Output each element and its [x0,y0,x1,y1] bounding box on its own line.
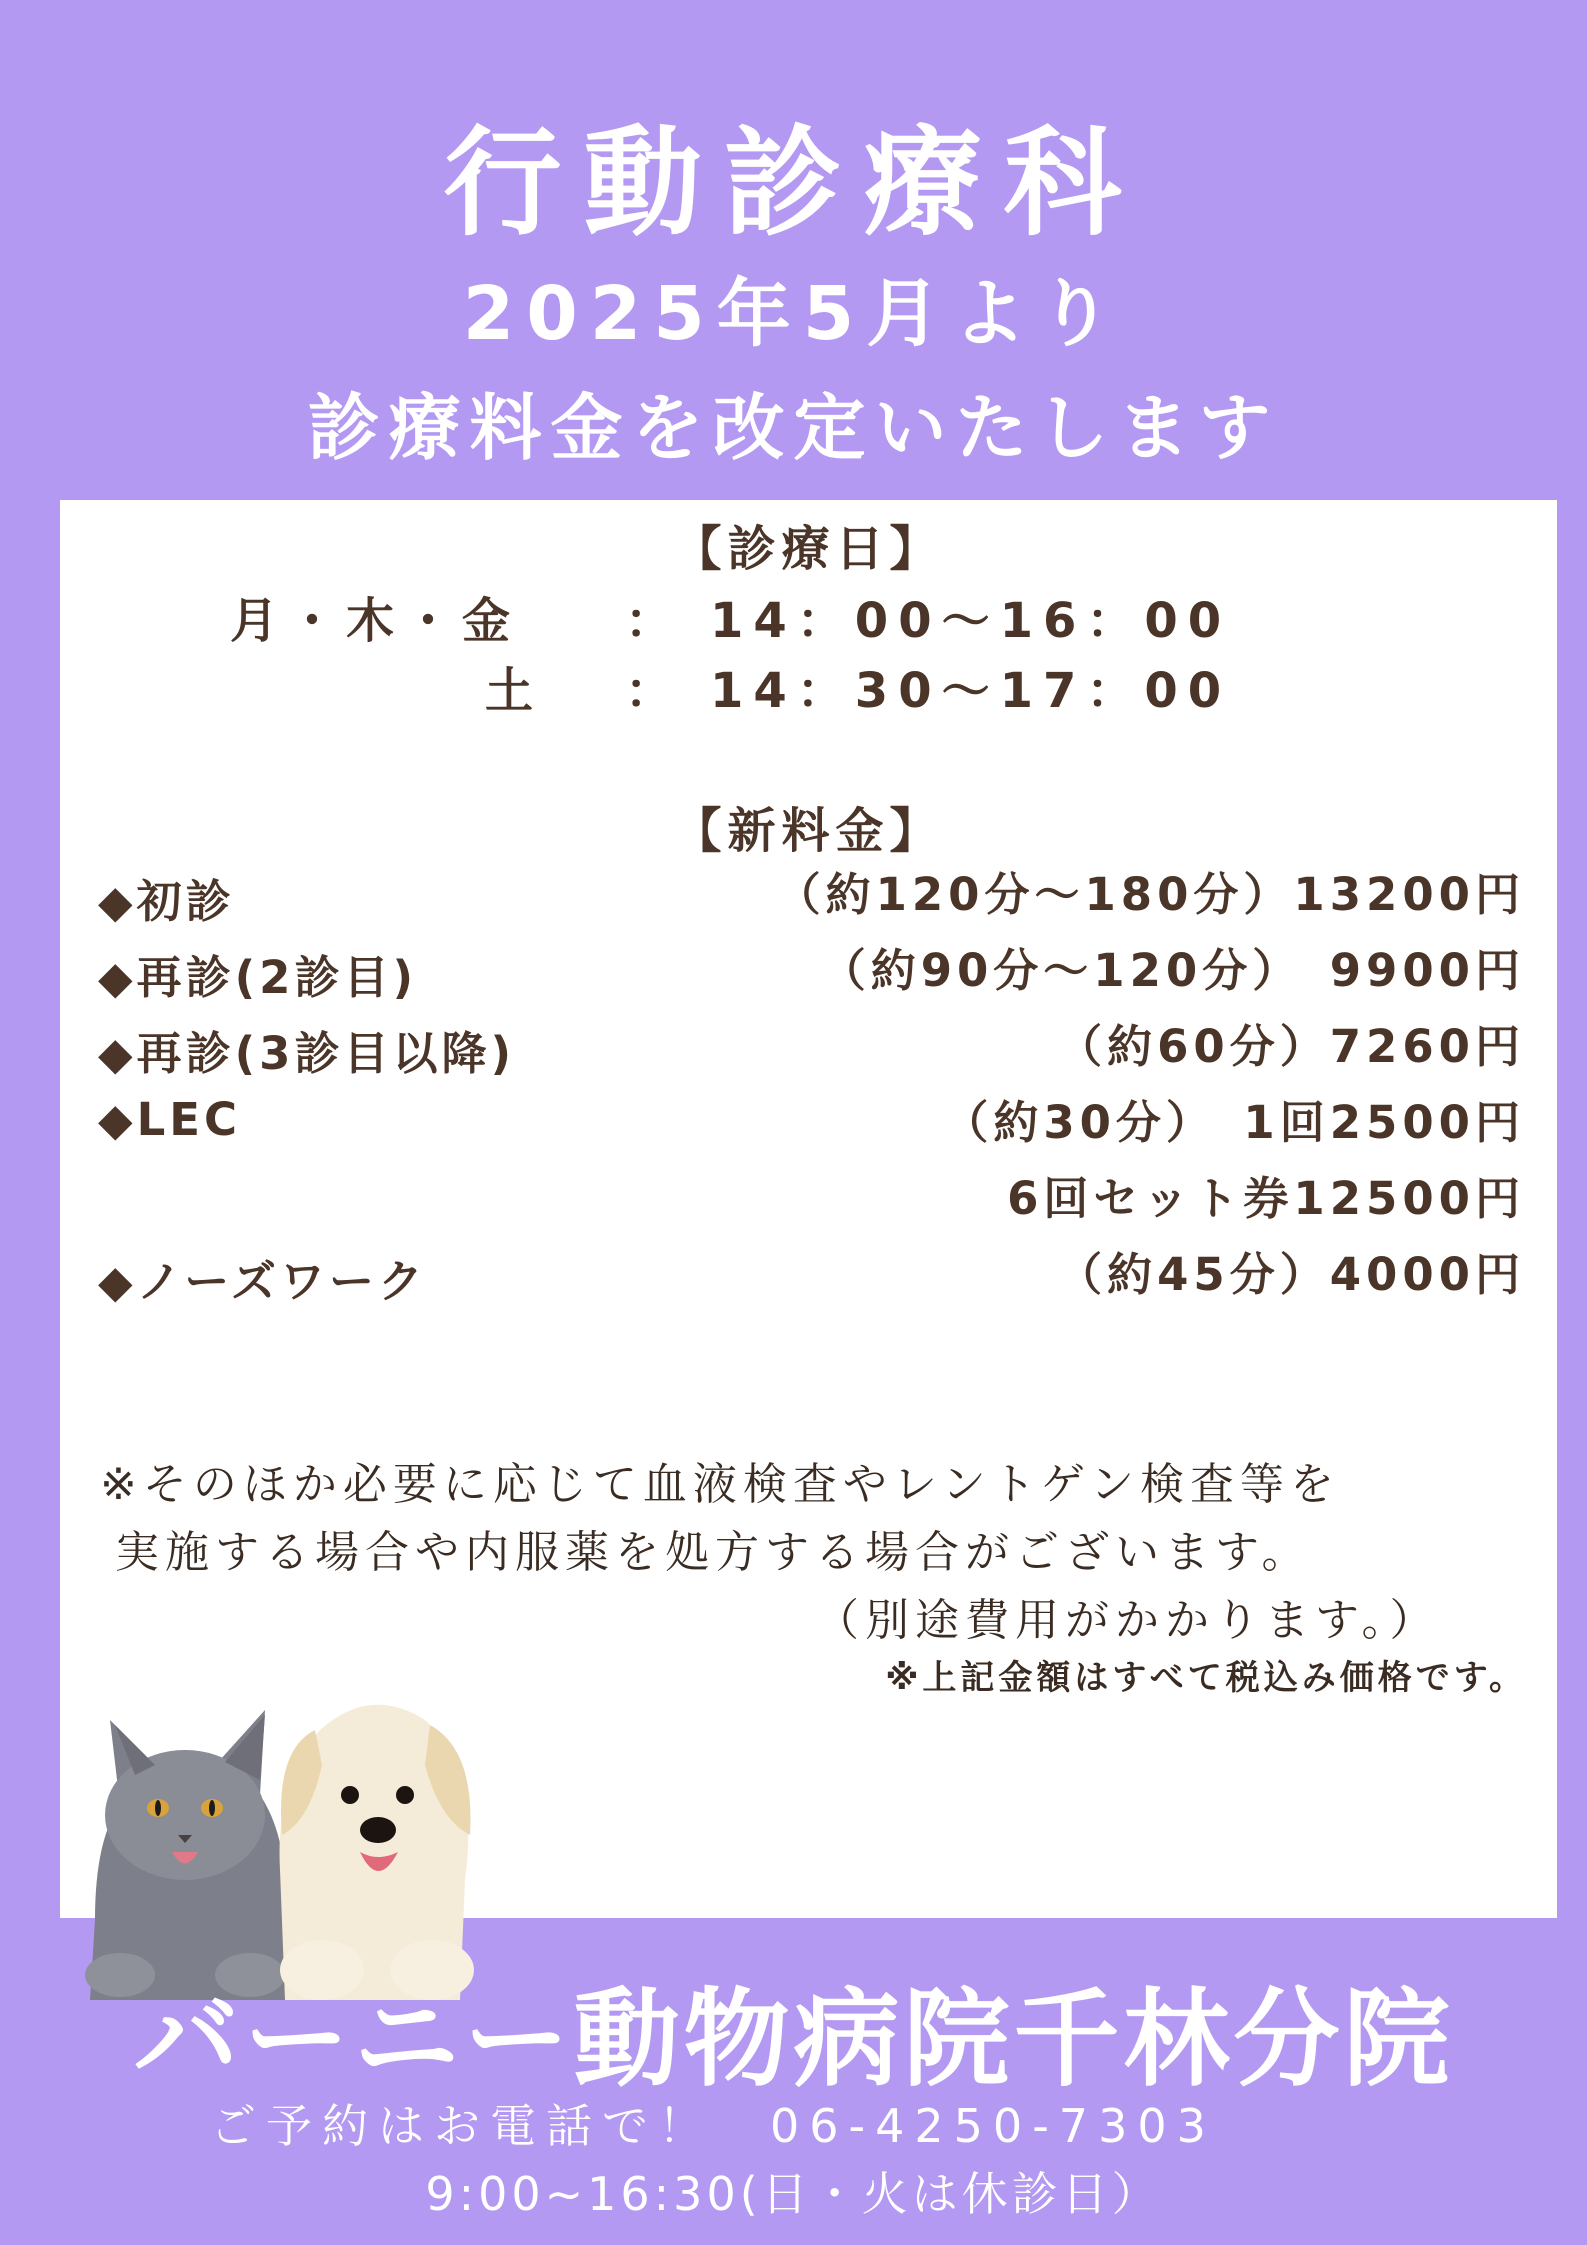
reservation-phone: ご予約はお電話で！ 06-4250-7303 [210,2099,1216,2153]
fee-item-label: ◆ノーズワーク [98,1255,428,1308]
fee-item-price: （約45分）4000円 [1057,1248,1525,1301]
schedule-heading: 【診療日】 [673,521,944,577]
tax-note: ※上記金額はすべて税込み価格です。 [885,1658,1527,1698]
pets-illustration [60,1590,580,2000]
clinic-name: バーニー動物病院千林分院 [133,1978,1454,2101]
fee-item-price: （約90分〜120分） 9900円 [820,944,1525,997]
revision-notice: 診療料金を改定いたします [307,386,1280,470]
note-line: （別途費用がかかります。） [815,1595,1440,1646]
schedule-days-saturday: 土 [485,663,544,719]
fee-item-label: ◆LEC [98,1093,242,1146]
revision-date: 2025年5月より [462,271,1125,357]
schedule-hours-weekday: 14：00〜16：00 [710,593,1232,649]
fee-item-label: ◆再診(3診目以降) [98,1027,516,1080]
fee-item-price: （約120分〜180分）13200円 [775,868,1525,921]
fee-item-price: 6回セット券12500円 [1007,1172,1525,1225]
page-title: 行動診療科 [443,114,1144,252]
note-line: ※そのほか必要に応じて血液検査やレントゲン検査等を [100,1459,1341,1510]
fee-item-price: （約60分）7260円 [1057,1020,1525,1073]
note-line: 実施する場合や内服薬を処方する場合がございます。 [115,1527,1312,1578]
schedule-sep-weekday: ： [625,593,684,649]
schedule-hours-saturday: 14：30〜17：00 [710,663,1232,719]
fee-item-label: ◆再診(2診目) [98,951,418,1004]
fee-item-label: ◆初診 [98,875,235,928]
fee-item-price: （約30分） 1回2500円 [943,1096,1525,1149]
fees-heading: 【新料金】 [673,803,944,859]
business-hours: 9:00~16:30(日・火は休診日） [425,2167,1162,2221]
schedule-days-weekday: 月・木・金 [230,593,521,649]
schedule-sep-saturday: ： [625,663,684,719]
